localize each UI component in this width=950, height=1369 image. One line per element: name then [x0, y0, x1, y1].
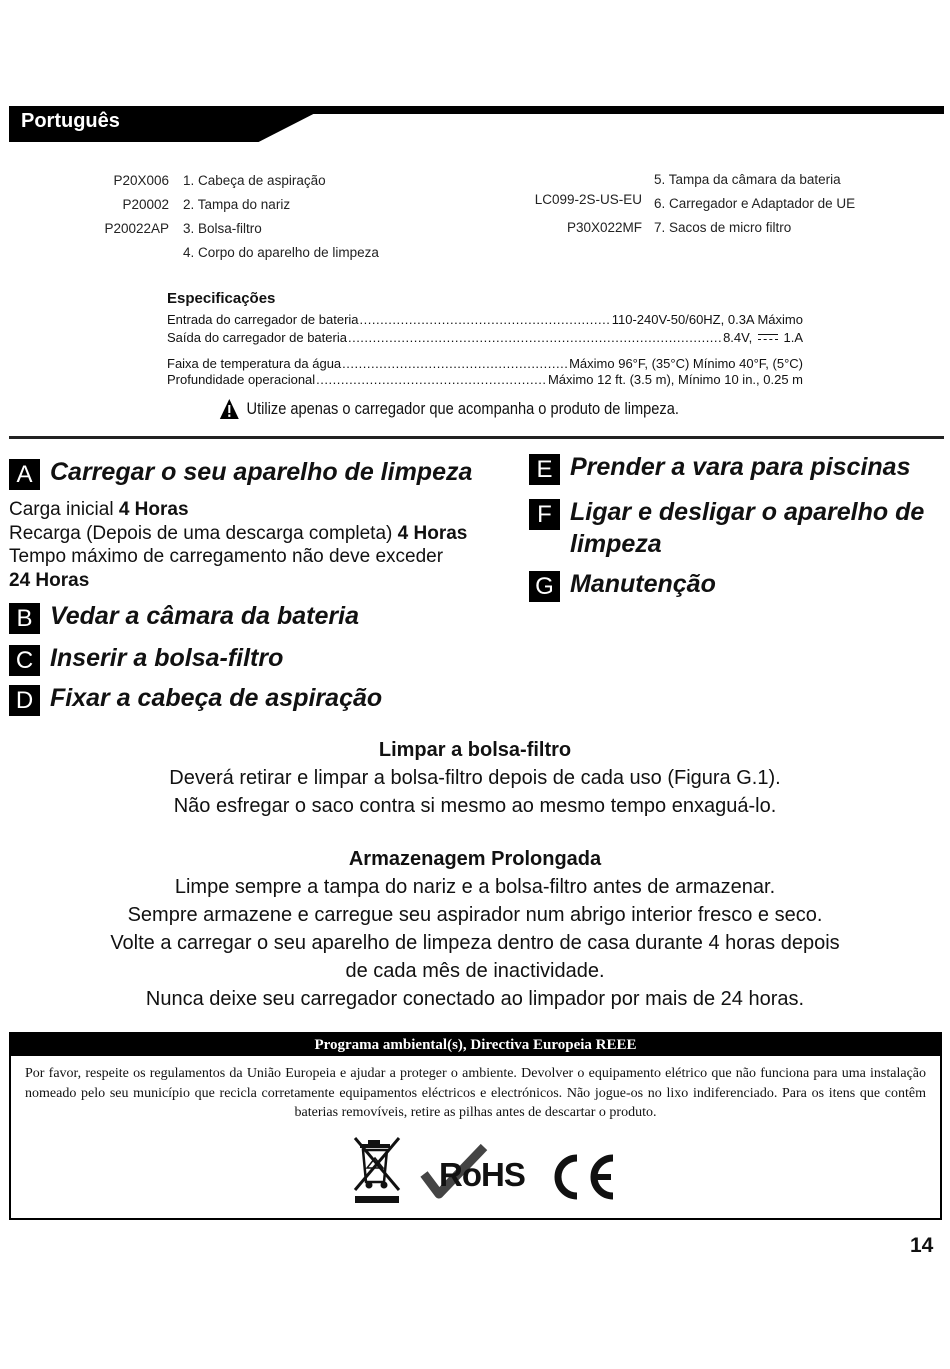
part-name: 3. Bolsa-filtro — [183, 221, 262, 236]
section-e-heading — [529, 451, 910, 485]
page-number: 14 — [910, 1234, 934, 1257]
spec-value: Máximo 96°F, (35°C) Mínimo 40°F, (5°C) — [569, 356, 803, 371]
part-name: 1. Cabeça de aspiração — [183, 173, 326, 188]
section-title: Ligar e desligar o aparelho de limpeza — [570, 498, 925, 558]
section-letter: C — [9, 645, 40, 676]
storage-line: de cada mês de inactividade. — [345, 960, 605, 982]
section-c-heading — [9, 642, 283, 676]
part-name: 4. Corpo do aparelho de limpeza — [183, 245, 379, 260]
section-letter: F — [529, 499, 560, 530]
ce-mark-icon — [547, 1152, 619, 1202]
weee-bin-icon — [351, 1134, 409, 1209]
clean-filter-block — [0, 736, 950, 820]
storage-title: Armazenagem Prolongada — [348, 848, 602, 870]
section-g-heading — [529, 568, 716, 602]
spec-label: Entrada do carregador de bateria — [167, 312, 359, 327]
spec-row — [167, 356, 803, 371]
part-code: P20X006 — [113, 173, 169, 188]
storage-line: Sempre armazene e carregue seu aspirador num abrigo interior fresco e seco. — [127, 904, 823, 926]
spec-row — [167, 312, 803, 327]
environment-box — [9, 1032, 942, 1220]
clean-filter-line: Deverá retirar e limpar a bolsa-filtro depois de cada uso (Figura G.1). — [169, 767, 781, 789]
environment-text: Por favor, respeite os regulamentos da União Europeia e ajudar a proteger o ambiente. Devolver o equipamento elétrico que não funciona para uma instalação nomeado pelo seu município que recicla corretamente equipamentos eléctricos e electrónicos. Não jogue-os no lixo indiferenciado. Para os itens que contêm baterias removíveis, retire as pilhas antes de descartar o produto. — [25, 1066, 926, 1120]
part-code: P20002 — [122, 197, 169, 212]
spec-label: Profundidade operacional — [167, 372, 316, 387]
charge-text: Tempo máximo de carregamento não deve exceder — [9, 546, 444, 567]
spec-label: Faixa de temperatura da água — [167, 356, 342, 371]
part-name: 5. Tampa da câmara da bateria — [654, 172, 841, 187]
spec-value: 110-240V-50/60HZ, 0.3A Máximo — [611, 312, 803, 327]
section-letter: E — [529, 454, 560, 485]
section-title: Prender a vara para piscinas — [570, 453, 911, 481]
section-letter: G — [529, 571, 560, 602]
section-title: Fixar a cabeça de aspiração — [50, 684, 383, 712]
spec-label: Saída do carregador de bateria — [167, 330, 347, 345]
section-a-heading — [9, 456, 472, 490]
rohs-logo — [419, 1144, 539, 1199]
clean-filter-line: Não esfregar o saco contra si mesmo ao mesmo tempo enxaguá-lo. — [173, 795, 777, 817]
charge-hours: 4 Horas — [397, 522, 468, 544]
charger-warning — [219, 398, 679, 420]
part-code: LC099-2S-US-EU — [534, 192, 642, 207]
warning-text: Utilize apenas o carregador que acompanha o produto de limpeza. — [246, 399, 679, 418]
section-title: Manutenção — [570, 570, 716, 598]
spec-row — [167, 372, 803, 387]
charge-text: Recarga (Depois de uma descarga completa) — [9, 522, 398, 544]
language-label: Português — [21, 110, 120, 132]
part-code: P30X022MF — [566, 220, 642, 235]
section-title: Carregar o seu aparelho de limpeza — [50, 458, 473, 486]
clean-filter-title: Limpar a bolsa-filtro — [378, 739, 572, 761]
part-name: 7. Sacos de micro filtro — [654, 220, 792, 235]
section-letter: D — [9, 685, 40, 716]
dc-symbol-icon — [758, 334, 778, 343]
storage-line: Volte a carregar o seu aparelho de limpeza dentro de casa durante 4 horas depois — [110, 932, 840, 954]
storage-line: Nunca deixe seu carregador conectado ao limpador por mais de 24 horas. — [145, 988, 805, 1010]
storage-block — [0, 845, 950, 1013]
compliance-logos — [351, 1134, 631, 1209]
spec-value: Máximo 12 ft. (3.5 m), Mínimo 10 in., 0.25 m — [547, 372, 803, 387]
charge-hours: 24 Horas — [9, 569, 90, 591]
section-title: Inserir a bolsa-filtro — [50, 644, 284, 672]
section-letter: A — [9, 459, 40, 490]
section-divider — [9, 436, 944, 439]
charging-info — [9, 498, 467, 592]
part-name: 2. Tampa do nariz — [183, 197, 291, 212]
part-name: 6. Carregador e Adaptador de UE — [654, 196, 856, 211]
section-letter: B — [9, 603, 40, 634]
spec-value: 8.4V, — [723, 330, 753, 345]
environment-title: Programa ambiental(s), Directiva Europeia REEE — [11, 1034, 940, 1056]
charge-hours: 4 Horas — [118, 499, 189, 520]
spec-value: 1.A — [783, 330, 803, 345]
section-b-heading — [9, 600, 359, 634]
spec-row — [167, 330, 803, 345]
warning-icon — [219, 398, 240, 420]
section-f-heading — [529, 496, 944, 560]
charge-text: Carga inicial — [9, 499, 119, 520]
storage-line: Limpe sempre a tampa do nariz e a bolsa-filtro antes de armazenar. — [174, 876, 776, 898]
section-title: Vedar a câmara da bateria — [50, 602, 359, 630]
specs-title: Especificações — [167, 290, 276, 307]
section-d-heading — [9, 682, 382, 716]
rohs-text: RoHS — [439, 1156, 525, 1193]
part-code: P20022AP — [104, 221, 169, 236]
